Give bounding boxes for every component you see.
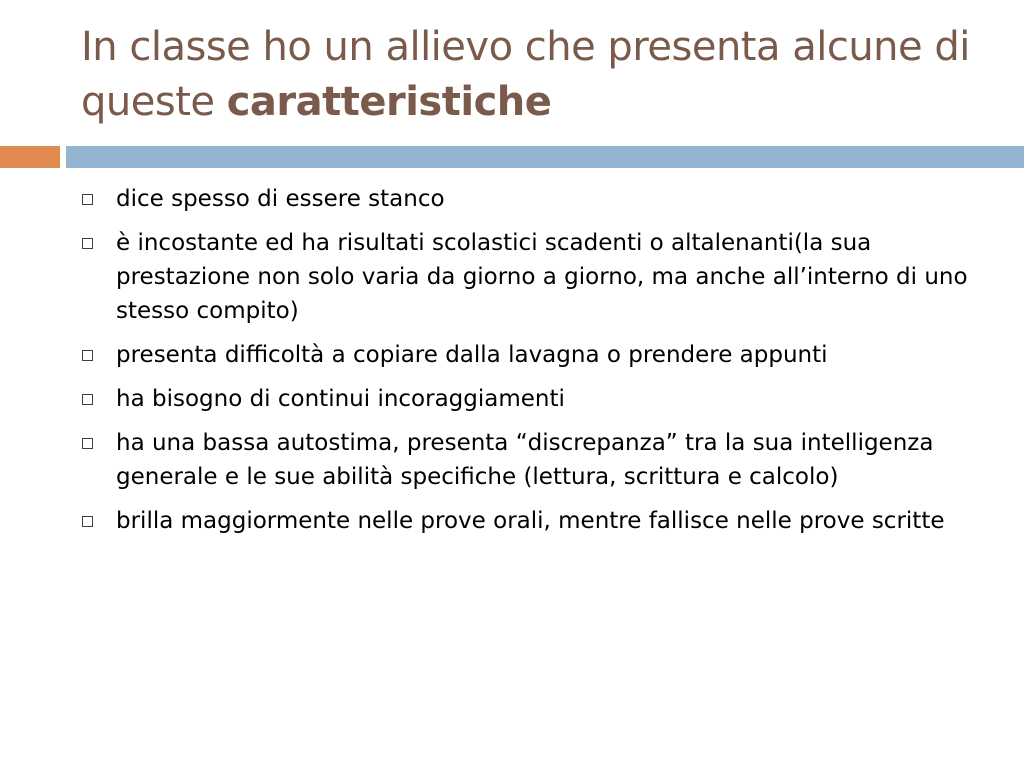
hollow-square-icon [82,350,93,361]
hollow-square-icon [82,238,93,249]
bullet-item [80,426,980,494]
hollow-square-icon [82,438,93,449]
hollow-square-icon [82,516,93,527]
bullet-item [80,382,980,416]
bullet-item [80,338,980,372]
slide-title-normal: In classe ho un allievo che presenta alcune di queste [81,24,970,125]
bullet-item [80,226,980,328]
bullet-text: ha bisogno di continui incoraggiamenti [116,386,565,412]
bullet-text: presenta difficoltà a copiare dalla lavagna o prendere appunti [116,342,828,368]
bullet-item [80,182,980,216]
title-rule-blue [66,146,1024,168]
bullet-text: brilla maggiormente nelle prove orali, mentre fallisce nelle prove scritte [116,508,945,534]
slide-title [81,20,1001,130]
bullet-item [80,504,980,538]
hollow-square-icon [82,394,93,405]
slide-title-bold: caratteristiche [226,79,552,125]
bullet-text: ha una bassa autostima, presenta “discrepanza” tra la sua intelligenza generale e le sue abilità specifiche (lettura, scrittura e calcolo) [116,430,934,490]
bullet-text: è incostante ed ha risultati scolastici scadenti o altalenanti(la sua prestazione non solo varia da giorno a giorno, ma anche all’interno di uno stesso compito) [116,230,968,324]
hollow-square-icon [82,194,93,205]
bullet-list [80,182,980,548]
title-rule-orange [0,146,60,168]
bullet-text: dice spesso di essere stanco [116,186,445,212]
